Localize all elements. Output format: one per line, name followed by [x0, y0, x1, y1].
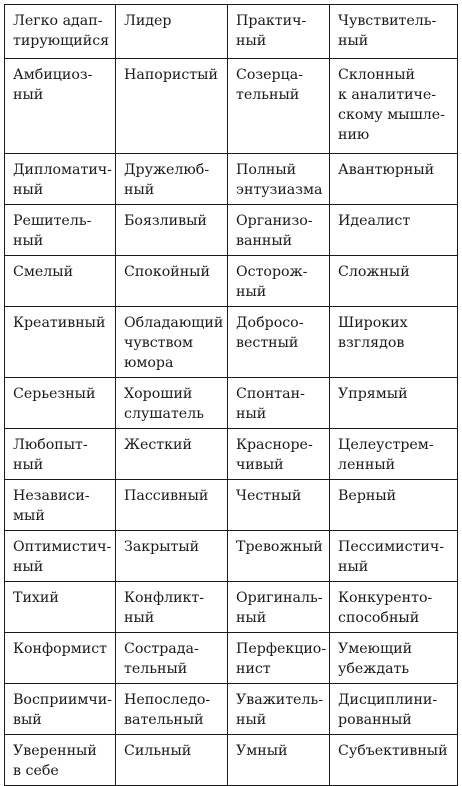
- trait-cell: Сложный: [330, 256, 458, 307]
- trait-cell: Целеустрем- ленный: [330, 429, 458, 480]
- trait-cell: Восприимчи- вый: [5, 684, 116, 735]
- table-row: [5, 59, 458, 154]
- trait-cell: Хороший слушатель: [116, 378, 228, 429]
- trait-cell: Красноре- чивый: [228, 429, 330, 480]
- table-row: [5, 480, 458, 531]
- trait-cell: Практич- ный: [228, 5, 330, 59]
- trait-cell: Дипломатич- ный: [5, 154, 116, 205]
- trait-cell: Креативный: [5, 307, 116, 378]
- trait-cell: Умеющий убеждать: [330, 633, 458, 684]
- table-row: [5, 582, 458, 633]
- trait-cell: Оригиналь- ный: [228, 582, 330, 633]
- trait-cell: Верный: [330, 480, 458, 531]
- trait-cell: Оптимистич- ный: [5, 531, 116, 582]
- trait-cell: Закрытый: [116, 531, 228, 582]
- trait-cell: Тревожный: [228, 531, 330, 582]
- trait-cell: Авантюрный: [330, 154, 458, 205]
- table-row: [5, 531, 458, 582]
- trait-cell: Амбициоз- ный: [5, 59, 116, 154]
- trait-cell: Легко адап- тирующийся: [5, 5, 116, 59]
- trait-cell: Широких взглядов: [330, 307, 458, 378]
- trait-cell: Умный: [228, 735, 330, 786]
- trait-cell: Организо- ванный: [228, 205, 330, 256]
- table-row: [5, 205, 458, 256]
- trait-cell: Сострада- тельный: [116, 633, 228, 684]
- table-row: [5, 684, 458, 735]
- trait-cell: Боязливый: [116, 205, 228, 256]
- table-row: [5, 5, 458, 59]
- traits-table: [4, 4, 458, 786]
- trait-cell: Перфекцио- нист: [228, 633, 330, 684]
- trait-cell: Спокойный: [116, 256, 228, 307]
- trait-cell: Пассивный: [116, 480, 228, 531]
- trait-cell: Осторож- ный: [228, 256, 330, 307]
- trait-cell: Жесткий: [116, 429, 228, 480]
- trait-cell: Пессимистич- ный: [330, 531, 458, 582]
- trait-cell: Сильный: [116, 735, 228, 786]
- trait-cell: Непоследо- вательный: [116, 684, 228, 735]
- trait-cell: Полный энтузиазма: [228, 154, 330, 205]
- trait-cell: Решитель- ный: [5, 205, 116, 256]
- trait-cell: Дружелюб- ный: [116, 154, 228, 205]
- trait-cell: Конфликт- ный: [116, 582, 228, 633]
- table-row: [5, 378, 458, 429]
- table-row: [5, 633, 458, 684]
- trait-cell: Честный: [228, 480, 330, 531]
- table-row: [5, 256, 458, 307]
- trait-cell: Склонный к аналитиче- скому мышле- нию: [330, 59, 458, 154]
- trait-cell: Напористый: [116, 59, 228, 154]
- table-row: [5, 429, 458, 480]
- trait-cell: Любопыт- ный: [5, 429, 116, 480]
- trait-cell: Независи- мый: [5, 480, 116, 531]
- trait-cell: Дисциплини- рованный: [330, 684, 458, 735]
- table-row: [5, 307, 458, 378]
- trait-cell: Обладающий чувством юмора: [116, 307, 228, 378]
- trait-cell: Субъективный: [330, 735, 458, 786]
- trait-cell: Уверенный в себе: [5, 735, 116, 786]
- trait-cell: Тихий: [5, 582, 116, 633]
- trait-cell: Серьезный: [5, 378, 116, 429]
- trait-cell: Чувствитель- ный: [330, 5, 458, 59]
- trait-cell: Упрямый: [330, 378, 458, 429]
- trait-cell: Созерца- тельный: [228, 59, 330, 154]
- trait-cell: Смелый: [5, 256, 116, 307]
- trait-cell: Конкуренто- способный: [330, 582, 458, 633]
- table-row: [5, 154, 458, 205]
- traits-table-body: [5, 5, 458, 786]
- trait-cell: Лидер: [116, 5, 228, 59]
- trait-cell: Идеалист: [330, 205, 458, 256]
- trait-cell: Конформист: [5, 633, 116, 684]
- trait-cell: Уважитель- ный: [228, 684, 330, 735]
- trait-cell: Спонтан- ный: [228, 378, 330, 429]
- trait-cell: Добросо- вестный: [228, 307, 330, 378]
- table-row: [5, 735, 458, 786]
